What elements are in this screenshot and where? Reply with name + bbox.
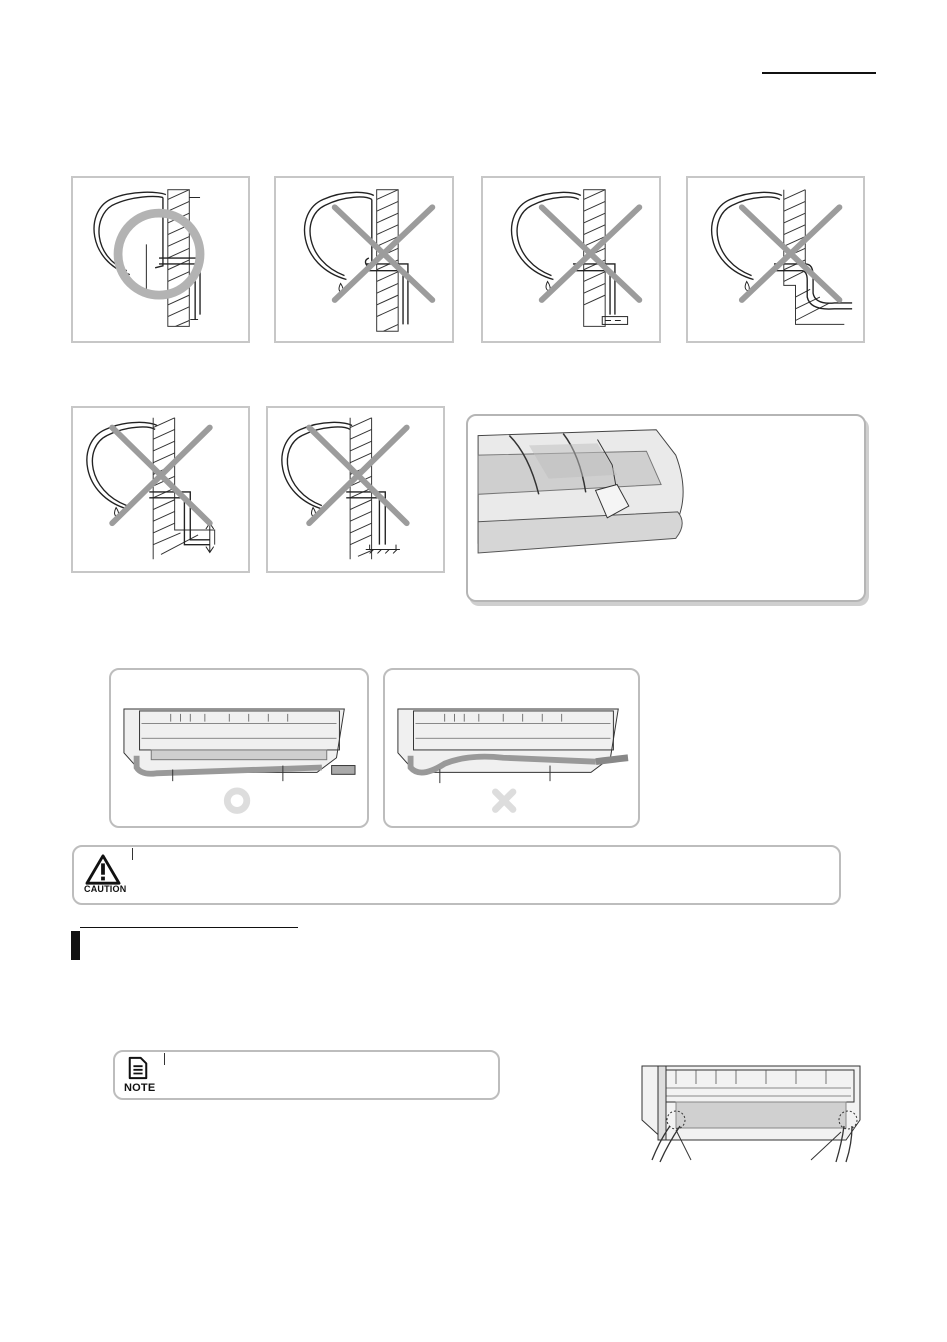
caution-triangle-icon [83, 853, 123, 887]
section-heading-marker [71, 931, 80, 960]
note-divider [164, 1053, 165, 1065]
correct-circle-icon [227, 791, 247, 811]
note-document-icon [127, 1056, 149, 1080]
drain-pan-wrong-box [383, 668, 640, 828]
header-rule [762, 72, 876, 74]
note-label: NOTE [124, 1082, 156, 1094]
drain-wrong-panel-3 [686, 176, 865, 343]
caution-label: CAUTION [84, 884, 127, 894]
correct-circle-icon [118, 213, 200, 295]
wrong-cross-icon [335, 207, 433, 300]
wrong-cross-icon [495, 792, 513, 810]
indoor-unit-photo-callout [466, 414, 866, 602]
note-box [113, 1050, 500, 1100]
caution-divider [132, 848, 133, 860]
drain-wrong-panel-5 [266, 406, 445, 573]
drain-wrong-panel-4 [71, 406, 250, 573]
drain-correct-panel [71, 176, 250, 343]
caution-box [72, 845, 841, 905]
drain-wrong-panel-2 [481, 176, 661, 343]
drain-pan-correct-box [109, 668, 369, 828]
drain-wrong-panel-1 [274, 176, 454, 343]
section-heading-rule [80, 927, 298, 928]
indoor-unit-bottom-diagram [636, 1060, 866, 1164]
